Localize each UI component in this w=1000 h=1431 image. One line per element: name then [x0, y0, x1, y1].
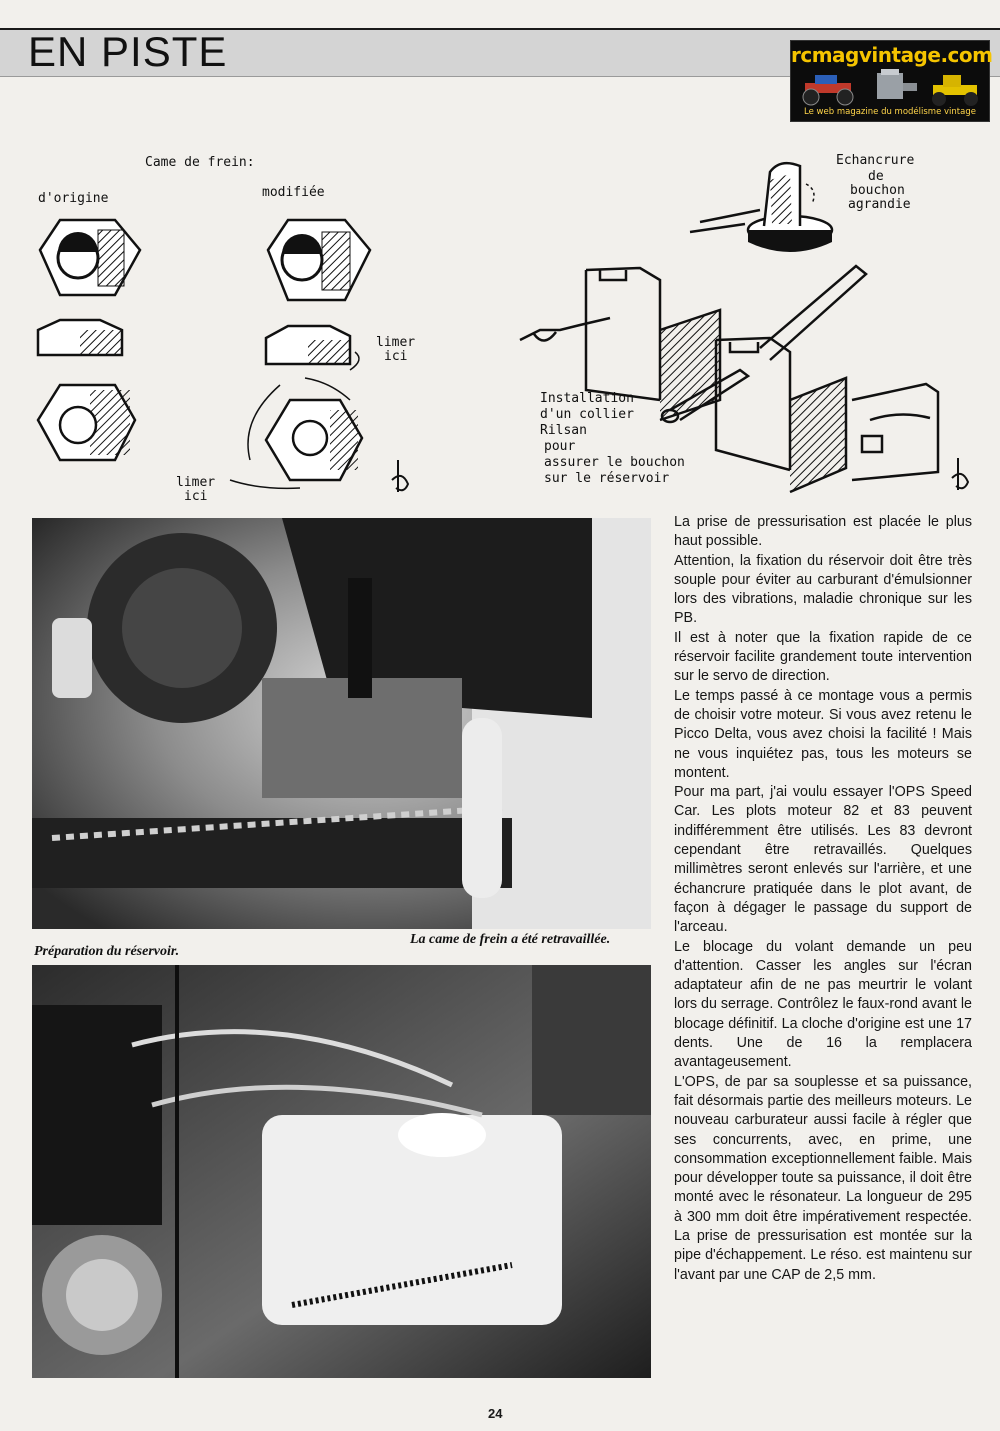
original-cam-drawing — [38, 220, 140, 460]
modified-cam-drawing — [230, 220, 370, 488]
file-here-label-1: limer — [376, 335, 416, 350]
caption-brake-cam: La came de frein a été retravaillée. — [410, 932, 611, 947]
caption-tank-prep: Préparation du réservoir. — [34, 944, 180, 959]
install-label-3: Rilsan — [540, 423, 587, 438]
install-label-4: pour — [544, 439, 576, 454]
install-label-5: assurer le bouchon — [544, 455, 685, 470]
article-paragraph: Le blocage du volant demande un peu d'attention. Casser les angles sur l'écran adaptateur afin de ne pas meurtrir le volant lors du serrage. Contrôlez le faux-rond avant le blocage définitif. La cloche d'origine est une 17 dents. Une de 16 la remplacera avantageusement. — [674, 938, 973, 1071]
site-logo[interactable] — [790, 40, 993, 122]
logo-tagline: Le web magazine du modélisme vintage — [804, 107, 976, 117]
logo-site-name: rcmagvintage.com — [791, 43, 993, 67]
article-paragraph: L'OPS, de par sa souplesse et sa puissance, fait désormais partie des meilleurs moteurs. Le nouveau carburateur aussi facile à régler que ses concurrents, avec, en prime, une consommation exceptionnellement faible. Mais pour développer toute sa puissance, il doit être monté avec le résonateur. La longueur de 295 à 300 mm doit être impérativement respectée. La prise de pressurisation est montée sur la pipe d'échappement. Le réso. est maintenu sur l'avant par une CAP de 2,5 mm. — [674, 1073, 972, 1283]
artist-signature — [392, 460, 408, 492]
label-modified: modifiée — [262, 185, 325, 200]
logo-vehicles-icon — [797, 69, 983, 107]
article-paragraph: Pour ma part, j'ai voulu essayer l'OPS Speed Car. Les plots moteur 82 et 83 peuvent indifféremment être utilisés. Les 83 devront cependant être retravaillés. Quelques millimètres seront enlevés sur l'arrière, et une échancrure pratiquée dans le plot avant, de façon à dégager le passage du support de l'arceau. — [674, 784, 972, 936]
file-here-label-1b: ici — [384, 349, 408, 364]
file-here-label-2b: ici — [184, 489, 208, 504]
file-here-label-2: limer — [176, 475, 216, 490]
notch-label-4: agrandie — [848, 197, 911, 212]
photo-brake-cam — [32, 518, 651, 929]
notch-label-2: de — [868, 169, 884, 184]
artist-signature-2 — [952, 458, 968, 490]
page-number: 24 — [488, 1406, 503, 1421]
photo-brake-cam-image — [32, 518, 651, 929]
label-original: d'origine — [38, 191, 109, 206]
photo-fuel-tank — [32, 965, 651, 1378]
photo-fuel-tank-image — [32, 965, 651, 1378]
article-paragraph: La prise de pressurisation est placée le plus haut possible. — [674, 514, 972, 550]
technical-sketch — [0, 120, 1000, 515]
install-label-6: sur le réservoir — [544, 471, 670, 486]
notch-label-1: Echancrure — [836, 153, 915, 168]
install-label-1: Installation — [540, 391, 634, 406]
article-paragraph: Attention, la fixation du réservoir doit être très souple pour éviter au carburant d'émulsionner lors des vibrations, maladie chronique sur les PB. — [674, 552, 972, 627]
notch-label-3: bouchon — [850, 183, 905, 198]
section-title: EN PISTE — [28, 28, 228, 75]
article-paragraph: Le temps passé à ce montage vous a permis de choisir votre moteur. Si vous avez retenu le Picco Delta, vous avez choisi la facilité ! Mais ne vous inquiétez pas, tous les moteurs se montent. — [674, 687, 972, 781]
article-paragraph: Il est à noter que la fixation rapide de ce réservoir facilite grandement toute intervention sur le servo de direction. — [674, 629, 972, 685]
tank-cap-drawing — [690, 163, 832, 252]
sketch-title: Came de frein: — [145, 155, 255, 170]
article-body — [674, 513, 972, 1285]
install-label-2: d'un collier — [540, 407, 634, 422]
